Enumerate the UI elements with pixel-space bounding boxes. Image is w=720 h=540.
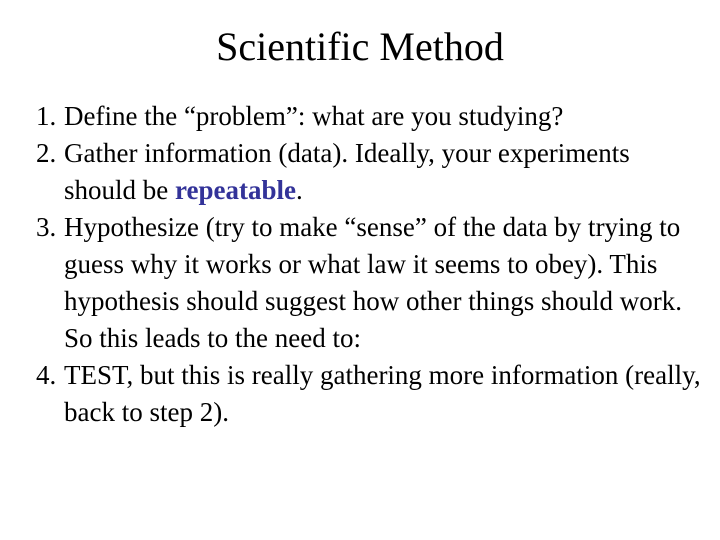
- step-item: [36, 209, 704, 357]
- step-text: Hypothesize (try to make “sense” of the data by trying to guess why it works or what law it seems to obey). This hypothesis should suggest how other things should work. So this leads to the need to:: [64, 212, 682, 353]
- steps-list: [36, 98, 704, 431]
- highlight-word: repeatable: [175, 175, 296, 205]
- step-text: Define the “problem”: what are you studying?: [64, 101, 564, 131]
- step-text: TEST, but this is really gathering more information (really, back to step 2).: [64, 360, 701, 427]
- step-number: 4.: [36, 360, 57, 390]
- step-item: [36, 98, 704, 135]
- slide-title: Scientific Method: [216, 24, 504, 69]
- step-item: [36, 357, 704, 431]
- step-text-end: .: [295, 175, 303, 205]
- step-item: [36, 135, 704, 209]
- step-number: 2.: [36, 138, 57, 168]
- step-number: 3.: [36, 212, 57, 242]
- step-number: 1.: [36, 101, 57, 131]
- step-text: Gather information (data). Ideally, your experiments should be: [64, 138, 630, 205]
